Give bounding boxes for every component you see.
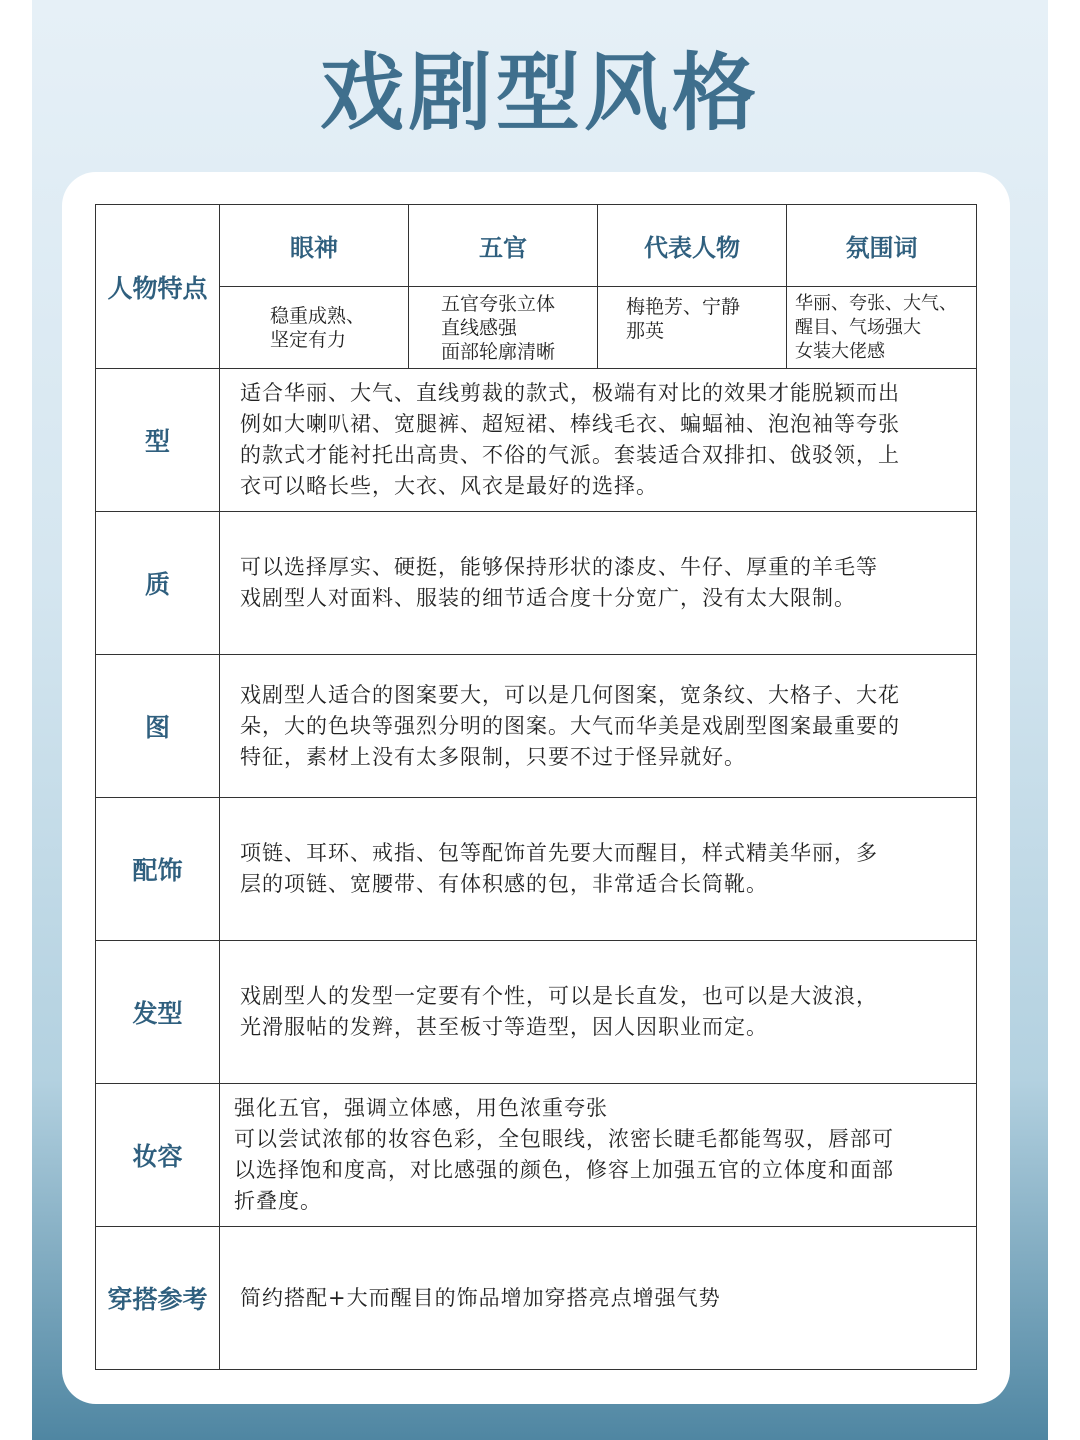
section-label: 质	[96, 512, 220, 655]
text-line: 戏剧型人对面料、服装的细节适合度十分宽广，没有太大限制。	[240, 586, 856, 610]
text-line: 的款式才能衬托出高贵、不俗的气派。套装适合双排扣、戗驳领，上	[240, 443, 900, 467]
section-row-pattern	[96, 655, 977, 798]
cell-line: 稳重成熟、	[270, 304, 366, 327]
traits-header-row	[96, 205, 977, 287]
section-label: 图	[96, 655, 220, 798]
text-line: 特征，素材上没有太多限制，只要不过于怪异就好。	[240, 744, 746, 769]
cell-eyes	[220, 287, 409, 369]
cell-line: 五官夸张立体	[441, 292, 556, 315]
header-features: 五官	[409, 205, 598, 287]
section-text	[220, 369, 977, 512]
section-label: 型	[96, 369, 220, 512]
cell-line: 醒目、气场强大	[795, 316, 921, 338]
text-line: 以选择饱和度高，对比感强的颜色，修容上加强五官的立体度和面部	[234, 1158, 894, 1182]
section-label: 穿搭参考	[96, 1227, 220, 1370]
cell-representatives	[598, 287, 787, 369]
cell-line: 坚定有力	[270, 328, 347, 351]
section-row-material	[96, 512, 977, 655]
text-line: 项链、耳环、戒指、包等配饰首先要大而醒目，样式精美华丽，多	[240, 841, 878, 865]
section-row-makeup	[96, 1084, 977, 1227]
section-text	[220, 512, 977, 655]
cell-line: 梅艳芳、宁静	[626, 296, 741, 318]
section-text	[220, 798, 977, 941]
header-representatives: 代表人物	[598, 205, 787, 287]
text-line: 朵，大的色块等强烈分明的图案。大气而华美是戏剧型图案最重要的	[240, 713, 900, 738]
section-row-cut	[96, 369, 977, 512]
cell-mood-words	[787, 287, 977, 369]
text-line: 层的项链、宽腰带、有体积感的包，非常适合长筒靴。	[240, 872, 768, 896]
section-row-outfit-reference	[96, 1227, 977, 1370]
section-label: 妆容	[96, 1084, 220, 1227]
text-line: 可以选择厚实、硬挺，能够保持形状的漆皮、牛仔、厚重的羊毛等	[240, 555, 878, 579]
page-title: 戏剧型风格	[319, 44, 760, 142]
text-line: 可以尝试浓郁的妆容色彩，全包眼线，浓密长睫毛都能驾驭，唇部可	[234, 1127, 894, 1151]
header-eyes: 眼神	[220, 205, 409, 287]
section-row-hairstyle	[96, 941, 977, 1084]
cell-line: 面部轮廓清晰	[441, 340, 556, 363]
traits-row-label: 人物特点	[96, 205, 220, 369]
cell-line: 女装大佬感	[795, 340, 885, 362]
section-text	[220, 1227, 977, 1370]
text-line: 强化五官，强调立体感，用色浓重夸张	[234, 1096, 608, 1120]
section-label: 发型	[96, 941, 220, 1084]
cell-line: 华丽、夸张、大气、	[795, 292, 957, 314]
text-line: 戏剧型人的发型一定要有个性，可以是长直发，也可以是大波浪，	[240, 984, 878, 1008]
header-mood-words: 氛围词	[787, 205, 977, 287]
text-line: 衣可以略长些，大衣、风衣是最好的选择。	[240, 474, 658, 498]
section-text	[220, 941, 977, 1084]
style-table	[95, 204, 977, 1370]
text-line: 光滑服帖的发辫，甚至板寸等造型，因人因职业而定。	[240, 1015, 768, 1039]
cell-line: 直线感强	[441, 316, 518, 339]
text-line: 例如大喇叭裙、宽腿裤、超短裙、棒线毛衣、蝙蝠袖、泡泡袖等夸张	[240, 412, 900, 436]
section-text	[220, 655, 977, 798]
section-text	[220, 1084, 977, 1227]
text-line: 简约搭配+大而醒目的饰品增加穿搭亮点增强气势	[240, 1285, 721, 1310]
section-row-accessories	[96, 798, 977, 941]
text-line: 戏剧型人适合的图案要大，可以是几何图案，宽条纹、大格子、大花	[240, 682, 900, 707]
cell-line: 那英	[626, 320, 665, 342]
section-label: 配饰	[96, 798, 220, 941]
text-line: 适合华丽、大气、直线剪裁的款式，极端有对比的效果才能脱颖而出	[240, 381, 900, 405]
text-line: 折叠度。	[234, 1189, 322, 1213]
cell-features	[409, 287, 598, 369]
traits-value-row	[96, 287, 977, 369]
